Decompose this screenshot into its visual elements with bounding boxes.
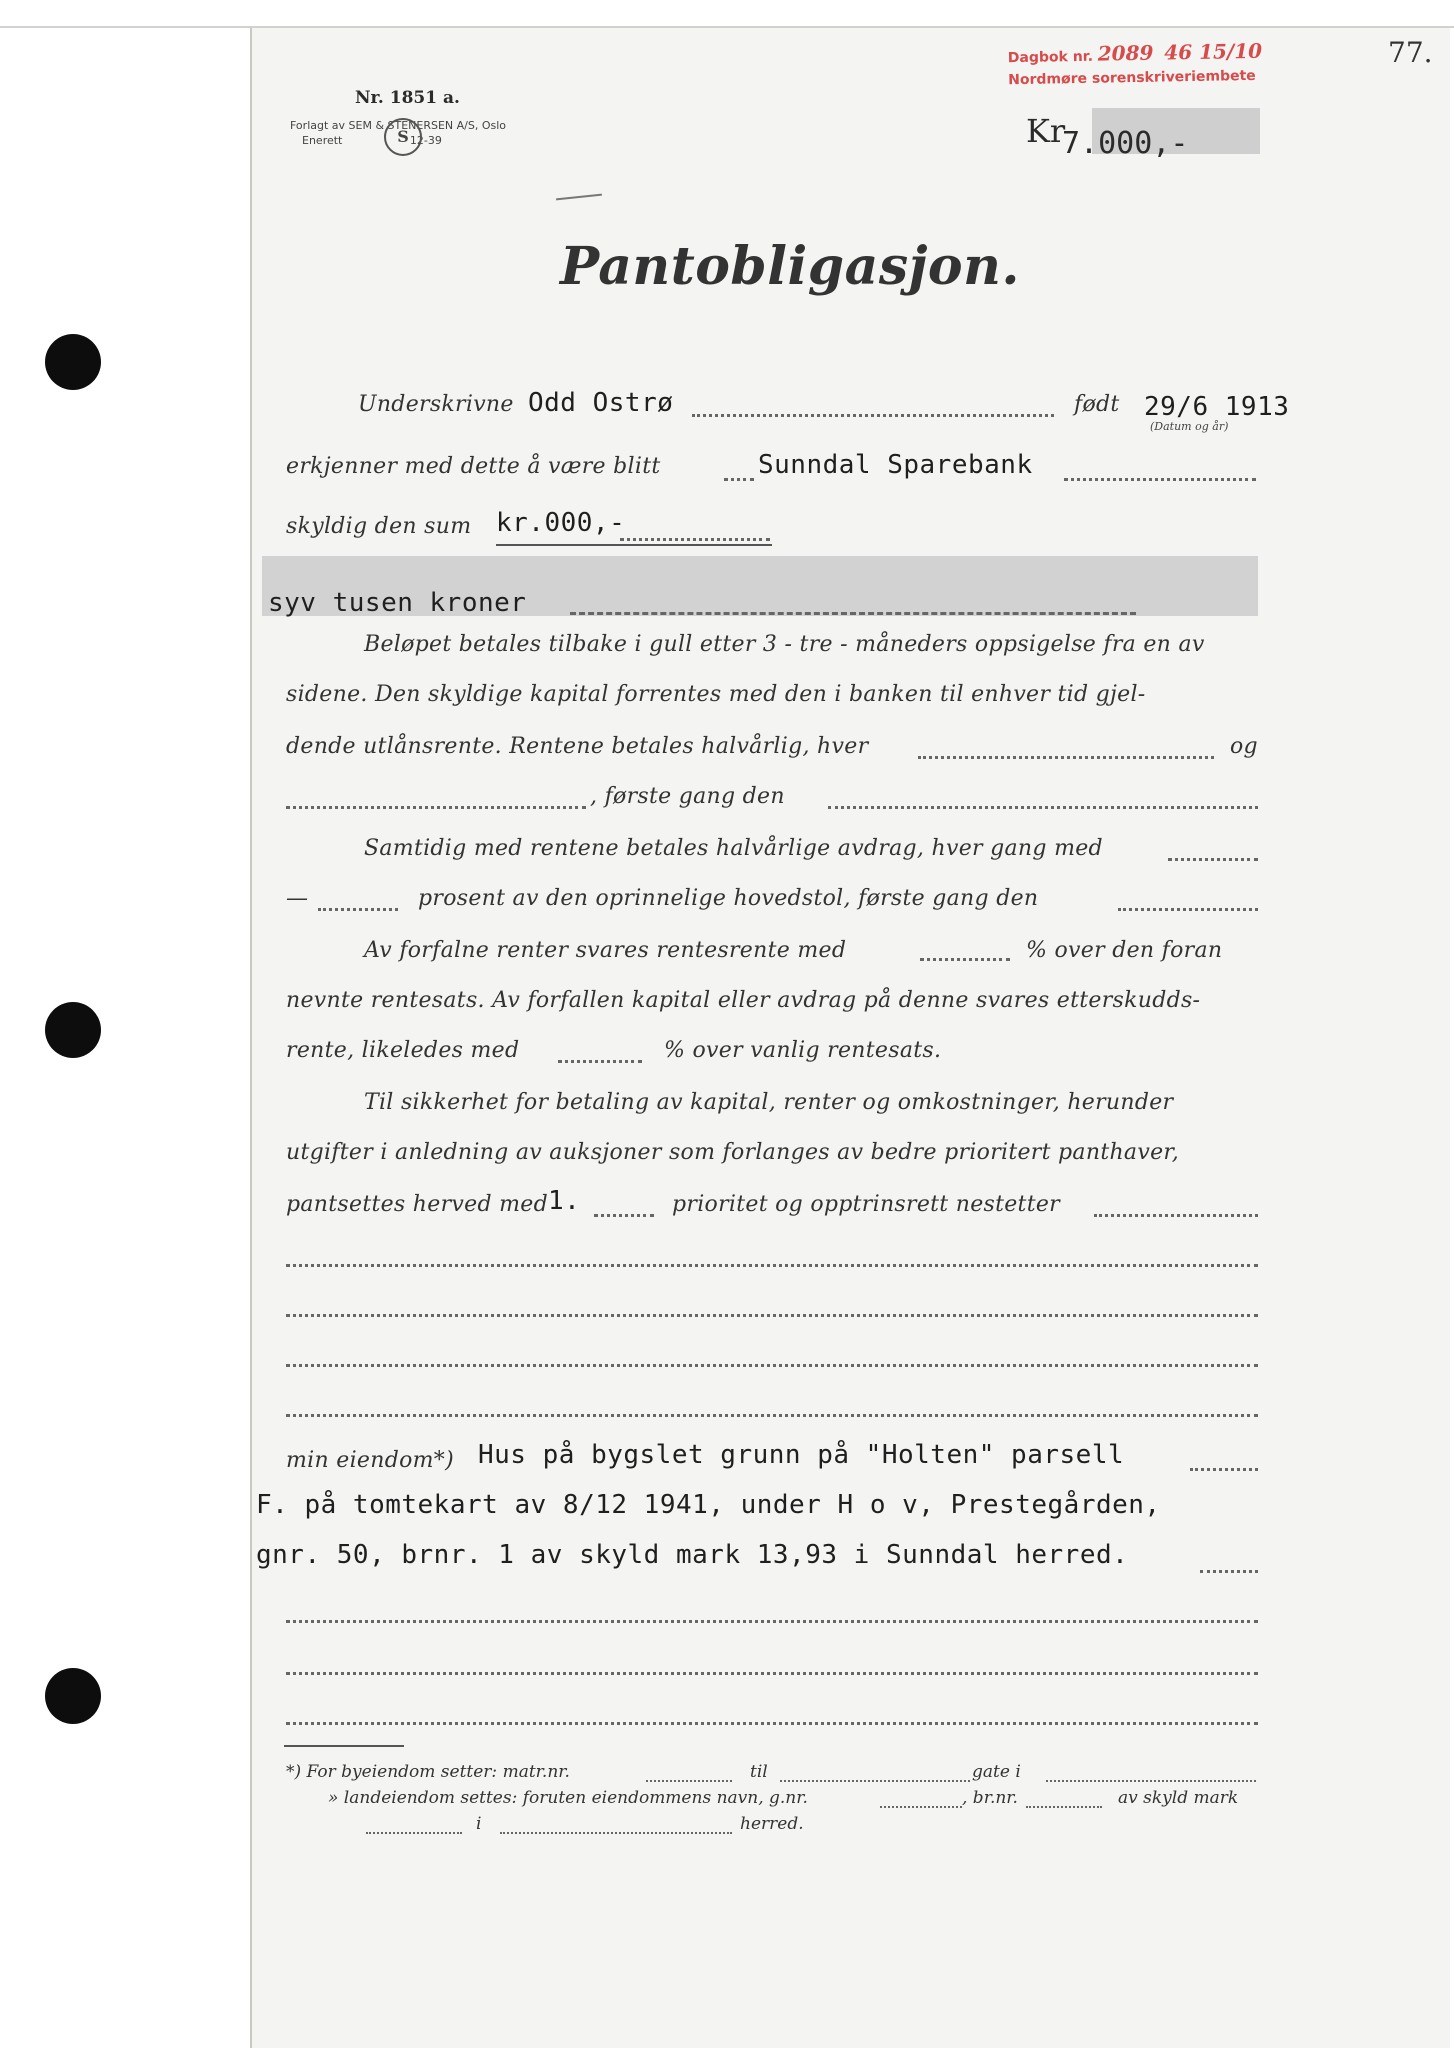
dotted-line (646, 1780, 732, 1782)
binder-hole-middle (45, 1002, 101, 1058)
page-number: 77. (1388, 36, 1433, 69)
priority-value: 1. (548, 1186, 581, 1216)
signer-name: Odd Ostrø (528, 388, 674, 418)
dotted-line (1026, 1806, 1102, 1808)
footnote-line-2c: av skyld mark (1118, 1788, 1239, 1808)
born-date: 29/6 1913 (1144, 392, 1290, 422)
body-line: pantsettes herved med (286, 1192, 548, 1217)
dotted-line (1094, 1214, 1258, 1217)
dotted-line (1190, 1468, 1258, 1471)
footnote-line-3b: herred. (740, 1814, 804, 1834)
body-line: dende utlånsrente. Rentene betales halvårlig, hver (286, 734, 869, 759)
dotted-line (286, 1314, 1258, 1317)
sum-amount: kr.000,- (496, 508, 626, 538)
body-line: % over den foran (1026, 938, 1223, 963)
footnote-line-2b: , br.nr. (962, 1788, 1018, 1808)
document-title: Pantobligasjon. (560, 236, 1021, 297)
footnote-line-1a: *) For byeiendom setter: matr.nr. (286, 1762, 570, 1782)
dotted-line (1046, 1780, 1256, 1782)
installment-dash: — (286, 886, 309, 911)
born-hint: (Datum og år) (1150, 420, 1229, 433)
dotted-line (286, 806, 586, 809)
dotted-line (558, 1060, 642, 1063)
dotted-line (620, 538, 770, 541)
body-line: nevnte rentesats. Av forfallen kapital eller avdrag på denne svares etterskudds- (286, 988, 1201, 1013)
body-line: Beløpet betales tilbake i gull etter 3 - tre - måneders oppsigelse fra en av (364, 632, 1205, 657)
dotted-line (780, 1780, 970, 1782)
dotted-line (918, 756, 1214, 759)
kr-amount: 7.000,- (1062, 126, 1189, 161)
form-number: Nr. 1851 a. (355, 88, 460, 108)
dotted-line (920, 958, 1010, 961)
body-line: sidene. Den skyldige kapital forrentes med den i banken til enhver tid gjel- (286, 682, 1146, 707)
stamp-office: Nordmøre sorenskriveriembete (1008, 67, 1256, 89)
dotted-line (286, 1264, 1258, 1267)
publisher-rights: Enerett 12-39 (302, 134, 442, 147)
registry-stamp: Dagbok nr. 2089 46 15/10 Nordmøre sorenskriveriembete (1008, 40, 1263, 91)
dotted-line (500, 1832, 732, 1834)
footnote-rule (284, 1745, 404, 1747)
sum-words: syv tusen kroner (268, 588, 527, 618)
footnote-line-3a: i (476, 1814, 482, 1834)
body-line: Til sikkerhet for betaling av kapital, renter og omkostninger, herunder (364, 1090, 1174, 1115)
creditor-label: erkjenner med dette å være blitt (286, 454, 661, 479)
creditor-name: Sunndal Sparebank (758, 450, 1033, 480)
dotted-line (1200, 1570, 1258, 1573)
dotted-line (366, 1832, 462, 1834)
property-line-3: gnr. 50, brnr. 1 av skyld mark 13,93 i Sunndal herred. (256, 1540, 1129, 1570)
body-line: Av forfalne renter svares rentesrente med (364, 938, 847, 963)
footnote-line-1c: gate i (972, 1762, 1021, 1782)
dotted-line (1064, 478, 1256, 481)
page-left-edge (250, 28, 252, 2048)
dashed-line (570, 612, 1136, 615)
body-line: utgifter i anledning av auksjoner som forlanges av bedre prioritert panthaver, (286, 1140, 1180, 1165)
binder-hole-top (45, 334, 101, 390)
stamp-number: 2089 (1097, 40, 1154, 66)
dotted-line (1168, 858, 1258, 861)
body-line: Samtidig med rentene betales halvårlige avdrag, hver gang med (364, 836, 1103, 861)
body-line: , første gang den (590, 784, 785, 809)
footnote-line-2a: » landeiendom settes: foruten eiendommens navn, g.nr. (328, 1788, 808, 1808)
body-line: rente, likeledes med (286, 1038, 520, 1063)
body-line: % over vanlig rentesats. (664, 1038, 942, 1063)
dotted-line (692, 414, 1054, 417)
dotted-line (286, 1364, 1258, 1367)
dotted-line (1118, 908, 1258, 911)
dotted-line (318, 908, 398, 911)
dotted-line (880, 1806, 962, 1808)
property-line-2: F. på tomtekart av 8/12 1941, under H o v, Prestegården, (256, 1490, 1161, 1520)
born-label: født (1074, 392, 1120, 417)
binder-hole-bottom (45, 1668, 101, 1724)
sum-label: skyldig den sum (286, 514, 472, 539)
property-line-1: Hus på bygslet grunn på "Holten" parsell (478, 1440, 1125, 1470)
stamp-date: 46 15/10 (1164, 38, 1263, 65)
publisher-line: Forlagt av SEM & STENERSEN A/S, Oslo (290, 119, 507, 132)
dotted-line (286, 1414, 1258, 1417)
dotted-line (286, 1672, 1258, 1675)
footnote-line-1b: til (750, 1762, 768, 1782)
sum-underline (496, 544, 772, 546)
dotted-line (828, 806, 1258, 809)
dotted-line (594, 1214, 654, 1217)
body-line: og (1230, 734, 1258, 759)
signer-label: Underskrivne (358, 392, 514, 417)
publisher-seal: S (384, 118, 422, 156)
dotted-line (724, 478, 754, 481)
body-line: prosent av den oprinnelige hovedstol, første gang den (418, 886, 1039, 911)
dotted-line (286, 1722, 1258, 1725)
kr-label: Kr (1026, 112, 1066, 150)
property-label: min eiendom*) (286, 1448, 454, 1473)
dotted-line (286, 1620, 1258, 1623)
body-line: prioritet og opptrinsrett nestetter (672, 1192, 1060, 1217)
